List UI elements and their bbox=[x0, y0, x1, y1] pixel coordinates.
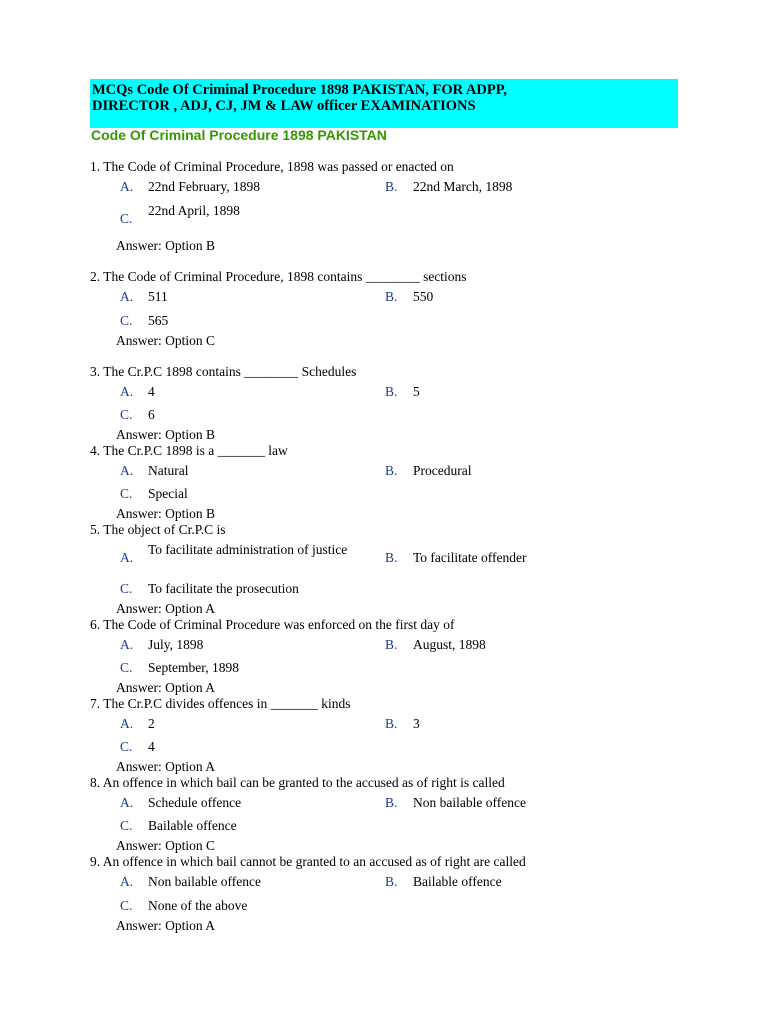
q7-option-a bbox=[120, 716, 155, 732]
option-letter: A. bbox=[120, 637, 134, 652]
q8-option-a bbox=[120, 795, 241, 811]
q2-option-b bbox=[385, 289, 433, 305]
q9-option-b bbox=[385, 874, 502, 890]
option-letter: B. bbox=[385, 874, 398, 889]
q6-answer: Answer: Option A bbox=[116, 680, 215, 695]
q5-answer: Answer: Option A bbox=[116, 601, 215, 616]
q1-answer: Answer: Option B bbox=[116, 238, 215, 253]
option-letter: A. bbox=[120, 179, 134, 194]
q2-answer: Answer: Option C bbox=[116, 333, 215, 348]
q5-option-c bbox=[120, 581, 299, 597]
option-letter: C. bbox=[120, 818, 133, 833]
option-text: Procedural bbox=[413, 463, 472, 478]
question-8: 8. An offence in which bail can be granted to the accused as of right is called bbox=[90, 775, 505, 790]
option-text: To facilitate the prosecution bbox=[148, 581, 299, 596]
option-text: 22nd February, 1898 bbox=[148, 179, 260, 194]
q9-option-c bbox=[120, 898, 247, 914]
question-6: 6. The Code of Criminal Procedure was enforced on the first day of bbox=[90, 617, 455, 632]
banner-title-line1: MCQs Code Of Criminal Procedure 1898 PAKISTAN, FOR ADPP, bbox=[92, 82, 507, 98]
option-letter: A. bbox=[120, 463, 134, 478]
question-3: 3. The Cr.P.C 1898 contains ________ Schedules bbox=[90, 364, 357, 379]
header-banner bbox=[90, 79, 678, 128]
option-letter: A. bbox=[120, 384, 134, 399]
option-text: 550 bbox=[413, 289, 434, 304]
q1-option-c bbox=[120, 203, 240, 226]
q3-option-a bbox=[120, 384, 155, 400]
question-5: 5. The object of Cr.P.C is bbox=[90, 522, 226, 537]
banner-title-line2: DIRECTOR , ADJ, CJ, JM & LAW officer EXAMINATIONS bbox=[92, 98, 476, 114]
q3-option-c bbox=[120, 407, 155, 423]
option-text: Bailable offence bbox=[413, 874, 502, 889]
option-text: 22nd March, 1898 bbox=[413, 179, 513, 194]
q8-answer: Answer: Option C bbox=[116, 838, 215, 853]
option-text: Special bbox=[148, 486, 188, 501]
option-text: 22nd April, 1898 bbox=[148, 203, 240, 218]
q4-answer: Answer: Option B bbox=[116, 506, 215, 521]
q1-option-a bbox=[120, 179, 260, 195]
option-text: Non bailable offence bbox=[413, 795, 526, 810]
q1-option-b bbox=[385, 179, 512, 195]
option-letter: A. bbox=[120, 795, 134, 810]
q6-option-a bbox=[120, 637, 203, 653]
option-letter: C. bbox=[120, 739, 133, 754]
option-letter: C. bbox=[120, 407, 133, 422]
option-text: 5 bbox=[413, 384, 420, 399]
option-letter: C. bbox=[120, 313, 133, 328]
option-letter: B. bbox=[385, 550, 398, 565]
q5-option-b bbox=[385, 550, 527, 566]
q3-option-b bbox=[385, 384, 420, 400]
q2-option-c bbox=[120, 313, 168, 329]
q6-option-b bbox=[385, 637, 486, 653]
option-letter: C. bbox=[120, 581, 133, 596]
option-text: 565 bbox=[148, 313, 169, 328]
option-letter: C. bbox=[120, 486, 133, 501]
q2-option-a bbox=[120, 289, 168, 305]
option-text: 4 bbox=[148, 384, 155, 399]
option-text: 4 bbox=[148, 739, 155, 754]
question-7: 7. The Cr.P.C divides offences in _______ kinds bbox=[90, 696, 351, 711]
q4-option-b bbox=[385, 463, 471, 479]
q7-option-c bbox=[120, 739, 155, 755]
question-4: 4. The Cr.P.C 1898 is a _______ law bbox=[90, 443, 288, 458]
option-letter: B. bbox=[385, 637, 398, 652]
q8-option-c bbox=[120, 818, 237, 834]
option-letter: A. bbox=[120, 874, 134, 889]
option-letter: B. bbox=[385, 795, 398, 810]
q4-option-c bbox=[120, 486, 188, 502]
option-text: Natural bbox=[148, 463, 189, 478]
option-text: August, 1898 bbox=[413, 637, 486, 652]
option-text: To facilitate offender bbox=[413, 550, 527, 565]
q6-option-c bbox=[120, 660, 239, 676]
q3-answer: Answer: Option B bbox=[116, 427, 215, 442]
option-letter: B. bbox=[385, 179, 398, 194]
option-letter: C. bbox=[120, 660, 133, 675]
option-text: None of the above bbox=[148, 898, 248, 913]
option-text: Schedule offence bbox=[148, 795, 242, 810]
question-2: 2. The Code of Criminal Procedure, 1898 contains ________ sections bbox=[90, 269, 467, 284]
option-letter: A. bbox=[120, 550, 134, 565]
option-text: 3 bbox=[413, 716, 420, 731]
q7-answer: Answer: Option A bbox=[116, 759, 215, 774]
q8-option-b bbox=[385, 795, 526, 811]
option-letter: B. bbox=[385, 463, 398, 478]
option-letter: B. bbox=[385, 716, 398, 731]
option-letter: A. bbox=[120, 716, 134, 731]
q7-option-b bbox=[385, 716, 420, 732]
option-text: 6 bbox=[148, 407, 155, 422]
option-letter: B. bbox=[385, 289, 398, 304]
option-text: September, 1898 bbox=[148, 660, 239, 675]
question-1: 1. The Code of Criminal Procedure, 1898 was passed or enacted on bbox=[90, 159, 454, 174]
option-text: To facilitate administration of justice bbox=[148, 542, 348, 557]
option-letter: C. bbox=[120, 898, 133, 913]
q9-option-a bbox=[120, 874, 261, 890]
q4-option-a bbox=[120, 463, 188, 479]
option-text: 2 bbox=[148, 716, 155, 731]
option-text: July, 1898 bbox=[148, 637, 204, 652]
option-text: Bailable offence bbox=[148, 818, 237, 833]
option-letter: B. bbox=[385, 384, 398, 399]
option-letter: A. bbox=[120, 289, 134, 304]
q9-answer: Answer: Option A bbox=[116, 918, 215, 933]
option-letter: C. bbox=[120, 211, 133, 226]
question-9: 9. An offence in which bail cannot be granted to an accused as of right are called bbox=[90, 854, 526, 869]
option-text: Non bailable offence bbox=[148, 874, 261, 889]
option-text: 511 bbox=[148, 289, 168, 304]
section-subtitle: Code Of Criminal Procedure 1898 PAKISTAN bbox=[91, 127, 387, 143]
